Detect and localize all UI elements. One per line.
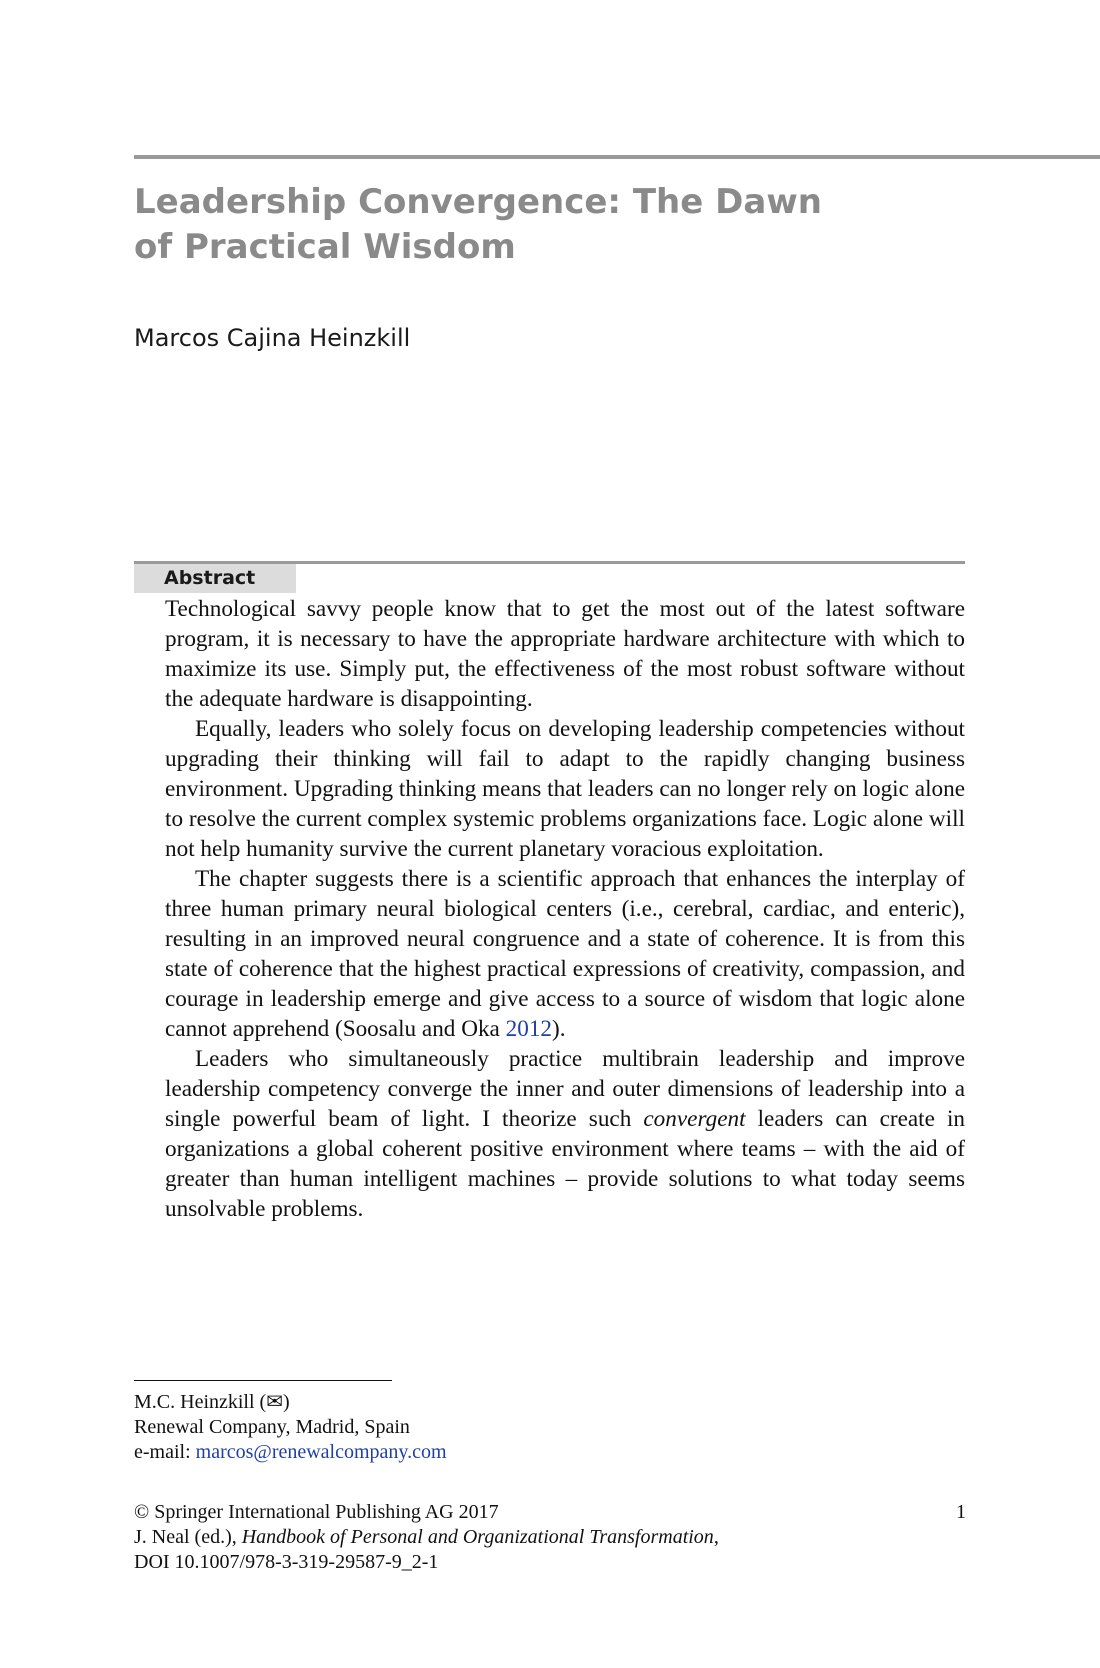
affiliation-name: M.C. Heinzkill (✉) xyxy=(134,1391,290,1413)
citation-link[interactable]: 2012 xyxy=(505,1016,552,1042)
header-rule xyxy=(134,155,1100,159)
affiliation-org: Renewal Company, Madrid, Spain xyxy=(134,1416,410,1438)
book-title: Handbook of Personal and Organizational Transformation xyxy=(241,1526,714,1548)
email-link[interactable]: marcos@renewalcompany.com xyxy=(195,1441,447,1463)
affiliation-email-line xyxy=(134,1440,447,1465)
abstract-paragraph-1: Technological savvy people know that to get the most out of the latest software program, it is necessary to have the appropriate hardware architecture with which to maximize its use. Simply put, the effectiveness of the most robust software without the adequate hardware is disappointing. xyxy=(165,596,965,712)
abstract-paragraph-4-end: leaders can create in organizations a global coherent positive environment where teams – with the aid of greater than human intelligent machines – provide solutions to what today seems unsolvable problems. xyxy=(165,1106,966,1222)
abstract-paragraph-2: Equally, leaders who solely focus on developing leadership competencies without upgrading their thinking will fail to adapt to the rapidly changing business environment. Upgrading thinking means that leaders can no longer rely on logic alone to resolve the current complex systemic problems organizations face. Logic alone will not help humanity survive the current planetary voracious exploitation. xyxy=(165,716,965,862)
abstract-paragraph-4 xyxy=(165,1044,965,1224)
doi-line: DOI 10.1007/978-3-319-29587-9_2-1 xyxy=(134,1551,439,1573)
abstract-paragraph-4-text: Leaders who simultaneously practice multibrain leadership and improve leadership competency converge the inner and outer dimensions of leadership into a single powerful beam of light. I theorize such xyxy=(165,1046,965,1132)
emphasis-term: convergent xyxy=(643,1106,746,1132)
email-prefix: e-mail: xyxy=(134,1441,196,1463)
title-line-2: of Practical Wisdom xyxy=(134,227,516,267)
editor-text: J. Neal (ed.), xyxy=(134,1526,242,1548)
author-affiliation xyxy=(134,1390,447,1465)
copyright-block xyxy=(134,1500,719,1575)
abstract-label: Abstract xyxy=(134,564,296,593)
abstract-body xyxy=(165,594,965,1224)
source-suffix: , xyxy=(713,1526,719,1548)
title-line-1: Leadership Convergence: The Dawn xyxy=(134,182,822,222)
author-name: Marcos Cajina Heinzkill xyxy=(134,324,411,352)
copyright-line: © Springer International Publishing AG 2017 xyxy=(134,1501,499,1523)
abstract-paragraph-3 xyxy=(165,864,965,1044)
abstract-paragraph-3-text: The chapter suggests there is a scientific approach that enhances the interplay of three human primary neural biological centers (i.e., cerebral, cardiac, and enteric), resulting in an improved neural congruence and a state of coherence. It is from this state of coherence that the highest practical expressions of creativity, compassion, and courage in leadership emerge and give access to a source of wisdom that logic alone cannot apprehend (Soosalu and Oka xyxy=(165,866,965,1042)
footnote-rule xyxy=(134,1380,392,1381)
source-line xyxy=(134,1525,719,1550)
abstract-paragraph-3-end: ). xyxy=(552,1016,566,1042)
page-number: 1 xyxy=(956,1501,966,1523)
chapter-title xyxy=(134,180,894,270)
